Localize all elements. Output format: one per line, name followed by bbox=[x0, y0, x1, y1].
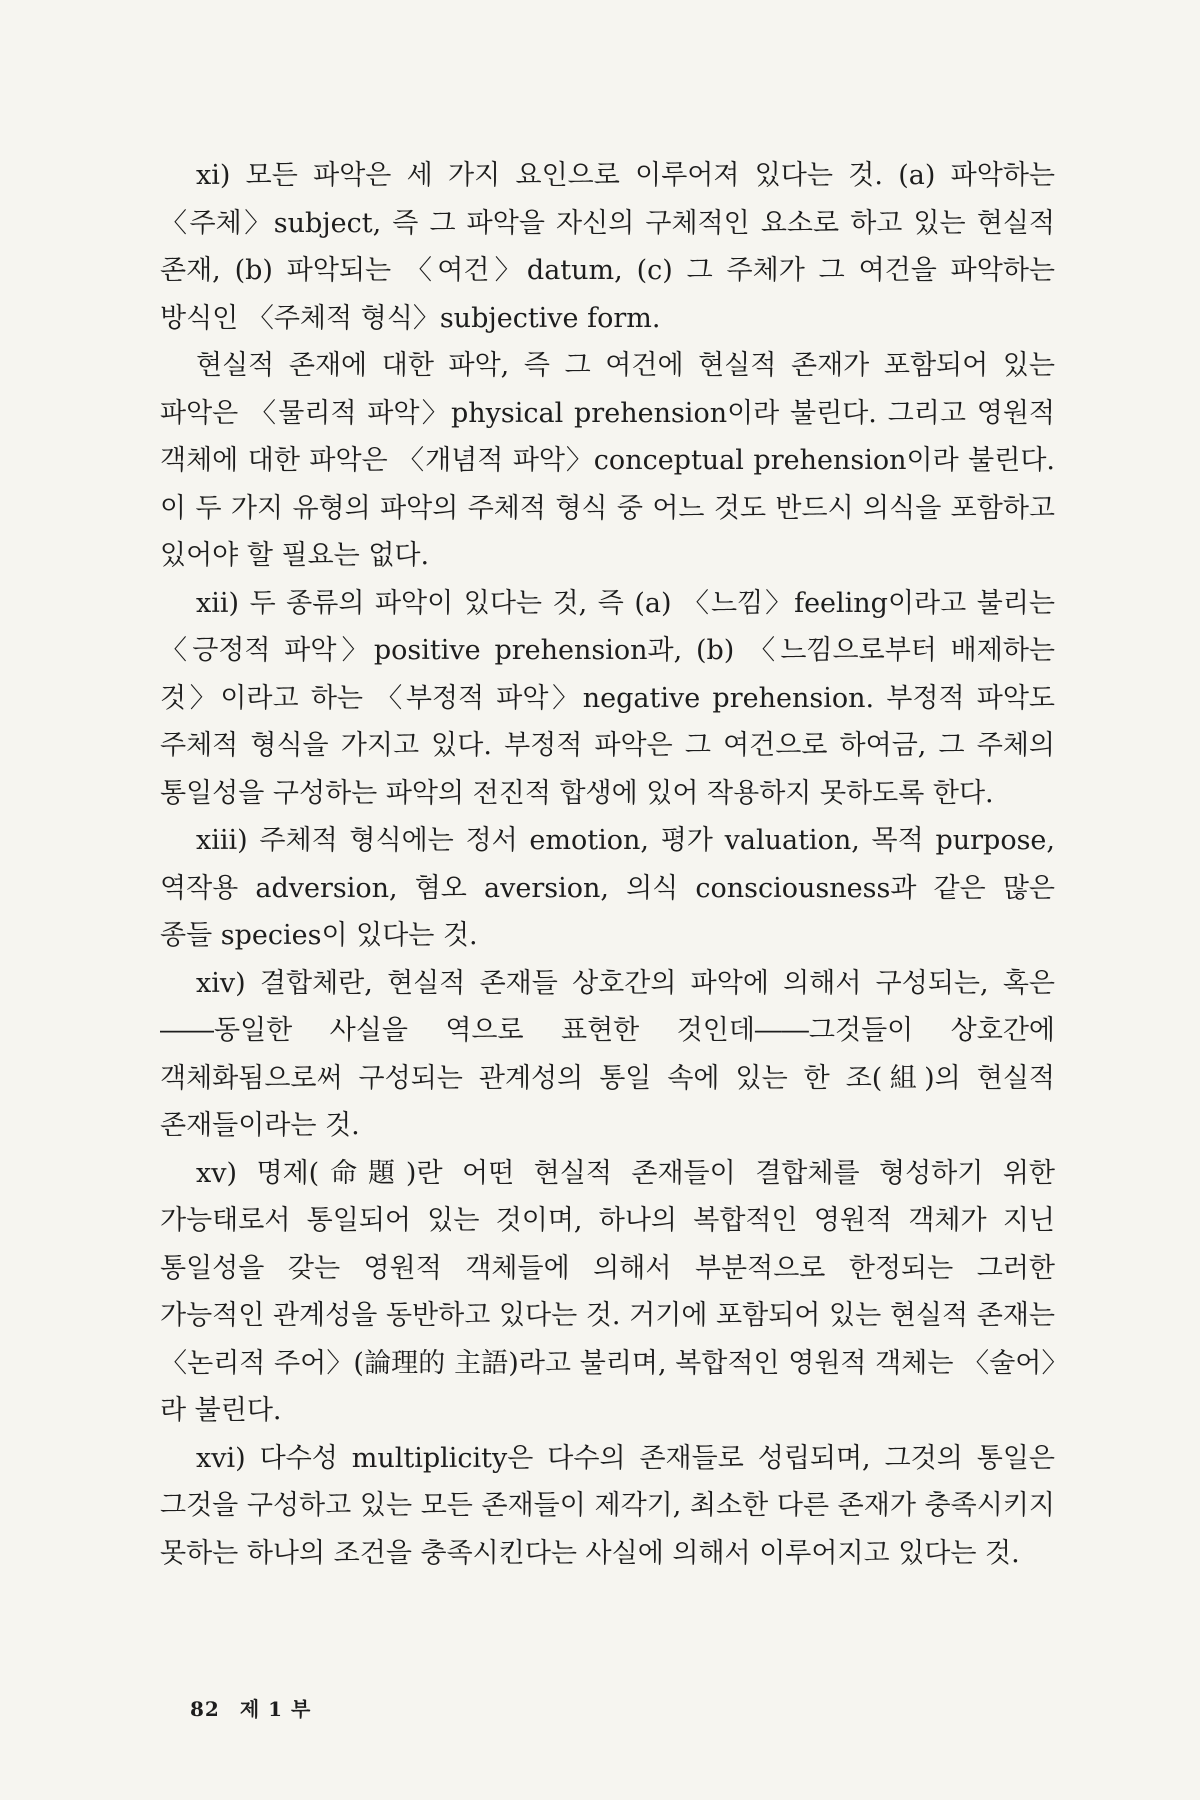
paragraph-xv: xv) 명제(命題)란 어떤 현실적 존재들이 결합체를 형성하기 위한 가능태로서 통일되어 있는 것이며, 하나의 복합적인 영원적 객체가 지닌 통일성을 갖는 영원적 객체들에 의해서 부분적으로 한정되는 그러한 가능적인 관계성을 동반하고 있다는 것. 거기에 포함되어 있는 현실적 존재는 〈논리적 주어〉(論理的 主語)라고 불리며, 복합적인 영원적 객체는 〈술어〉라 불린다. bbox=[160, 1157, 1055, 1426]
paragraph-xiv: xiv) 결합체란, 현실적 존재들 상호간의 파악에 의해서 구성되는, 혹은――동일한 사실을 역으로 표현한 것인데――그것들이 상호간에 객체화됨으로써 구성되는 관계성의 통일 속에 있는 한 조(組)의 현실적 존재들이라는 것. bbox=[160, 967, 1055, 1141]
page-body bbox=[160, 152, 1055, 1577]
part-label: 제 1 부 bbox=[239, 1697, 312, 1721]
paragraph-xii: xii) 두 종류의 파악이 있다는 것, 즉 (a) 〈느낌〉feeling이라고 불리는 〈긍정적 파악〉positive prehension과, (b) 〈느낌으로부터 배제하는 것〉이라고 하는 〈부정적 파악〉negative prehension. 부정적 파악도 주체적 형식을 가지고 있다. 부정적 파악은 그 여건으로 하여금, 그 주체의 통일성을 구성하는 파악의 전진적 합생에 있어 작용하지 못하도록 한다. bbox=[160, 587, 1055, 809]
page-number: 82 bbox=[190, 1697, 220, 1721]
paragraph-xiii: xiii) 주체적 형식에는 정서 emotion, 평가 valuation, 목적 purpose, 역작용 adversion, 혐오 aversion, 의식 consciousness과 같은 많은 종들 species이 있다는 것. bbox=[160, 825, 1055, 951]
paragraph-prehension-types: 현실적 존재에 대한 파악, 즉 그 여건에 현실적 존재가 포함되어 있는 파악은 〈물리적 파악〉physical prehension이라 불린다. 그리고 영원적 객체에 대한 파악은 〈개념적 파악〉conceptual prehension이라 불린다. 이 두 가지 유형의 파악의 주체적 형식 중 어느 것도 반드시 의식을 포함하고 있어야 할 필요는 없다. bbox=[160, 350, 1055, 571]
paragraph-xvi: xvi) 다수성 multiplicity은 다수의 존재들로 성립되며, 그것의 통일은 그것을 구성하고 있는 모든 존재들이 제각기, 최소한 다른 존재가 충족시키지 못하는 하나의 조건을 충족시킨다는 사실에 의해서 이루어지고 있다는 것. bbox=[160, 1442, 1055, 1569]
paragraph-xi: xi) 모든 파악은 세 가지 요인으로 이루어져 있다는 것. (a) 파악하는 〈주체〉subject, 즉 그 파악을 자신의 구체적인 요소로 하고 있는 현실적 존재, (b) 파악되는 〈여건〉datum, (c) 그 주체가 그 여건을 파악하는 방식인 〈주체적 형식〉subjective form. bbox=[160, 160, 1055, 334]
page-footer bbox=[190, 1693, 331, 1722]
